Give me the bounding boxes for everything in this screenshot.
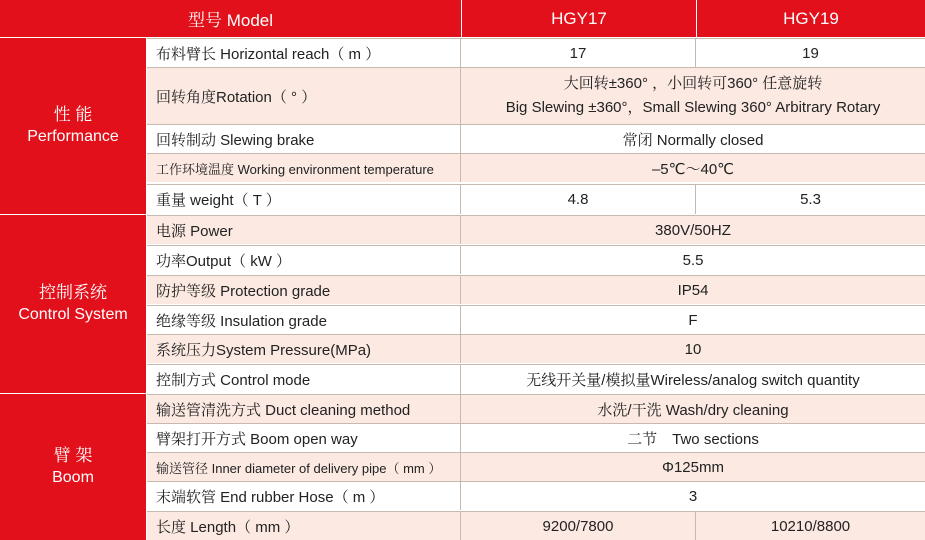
row-value: 二节 Two sections [627,430,759,448]
row-value: 10 [461,335,925,363]
table-row [147,184,925,214]
table-row [147,124,925,153]
row-value-hgy17: 4.8 [461,185,696,214]
table-row [147,334,925,363]
row-label: 末端软管 End rubber Hose（ m ） [147,482,461,510]
row-value: –5℃～40℃ [461,154,925,182]
row-value-hgy17: 17 [461,39,696,67]
table-row [147,511,925,540]
row-label: 电源 Power [147,216,461,244]
row-value: 常闭 Normally closed [622,131,764,149]
table-row [147,245,925,274]
row-label: 重量 weight（ T ） [147,185,461,214]
row-value: F [688,311,698,329]
model-hgy17-header: HGY17 [462,0,696,37]
table-row [147,452,925,481]
row-label: 回转制动 Slewing brake [147,125,461,153]
row-label: 输送管径 Inner diameter of delivery pipe（ mm ） [147,453,461,481]
row-value: 无线开关量/模拟量Wireless/analog switch quantity [526,372,860,389]
row-value: IP54 [461,276,925,304]
row-label: 输送管清洗方式 Duct cleaning method [147,395,461,423]
row-value: 5.5 [682,251,704,269]
row-value-hgy19: 10210/8800 [696,512,925,540]
table-row [147,153,925,182]
group-control-system-zh: 控制系统 [39,283,107,302]
table-row [147,215,925,244]
group-control-system-en: Control System [18,306,128,323]
row-value: 水洗/干洗 Wash/dry cleaning [461,395,925,423]
row-label: 控制方式 Control mode [147,365,461,394]
table-row [147,481,925,510]
model-hgy19-header: HGY19 [697,0,925,37]
row-value: 380V/50HZ [461,216,925,244]
table-row [147,394,925,423]
group-boom-en: Boom [52,469,94,486]
row-value-hgy17: 9200/7800 [461,512,696,540]
row-label: 防护等级 Protection grade [147,276,461,304]
row-value [461,68,925,124]
group-boom [0,394,146,540]
row-label: 布料臂长 Horizontal reach（ m ） [147,39,461,67]
row-label: 绝缘等级 Insulation grade [147,306,461,334]
row-value: Φ125mm [461,453,925,481]
group-boom-zh: 臂 架 [53,446,93,465]
group-performance-zh: 性 能 [53,105,93,124]
row-label: 回转角度Rotation（ ° ） [147,68,461,124]
row-label: 臂架打开方式 Boom open way [147,424,461,452]
table-row [147,305,925,334]
row-value-hgy19: 19 [802,44,819,62]
model-header: 型号 Model [0,0,461,37]
row-label: 系统压力System Pressure(MPa) [147,335,461,363]
row-value-zh: 大回转±360° ，小回转可360° 任意旋转 [563,75,823,92]
table-row [147,38,925,67]
group-performance [0,38,146,214]
row-label: 工作环境温度 Working environment temperature [147,154,461,182]
table-row [147,423,925,452]
table-row [147,364,925,394]
group-control-system [0,215,146,393]
row-label: 长度 Length（ mm ） [147,512,461,540]
row-value-en: Big Slewing ±360°，Small Slewing 360° Arbitrary Rotary [505,99,881,116]
group-performance-en: Performance [27,128,119,145]
row-value-hgy19: 5.3 [800,191,821,208]
row-value: 3 [688,487,698,505]
table-row [147,67,925,124]
row-label: 功率Output（ kW ） [147,246,461,274]
table-row [147,275,925,304]
